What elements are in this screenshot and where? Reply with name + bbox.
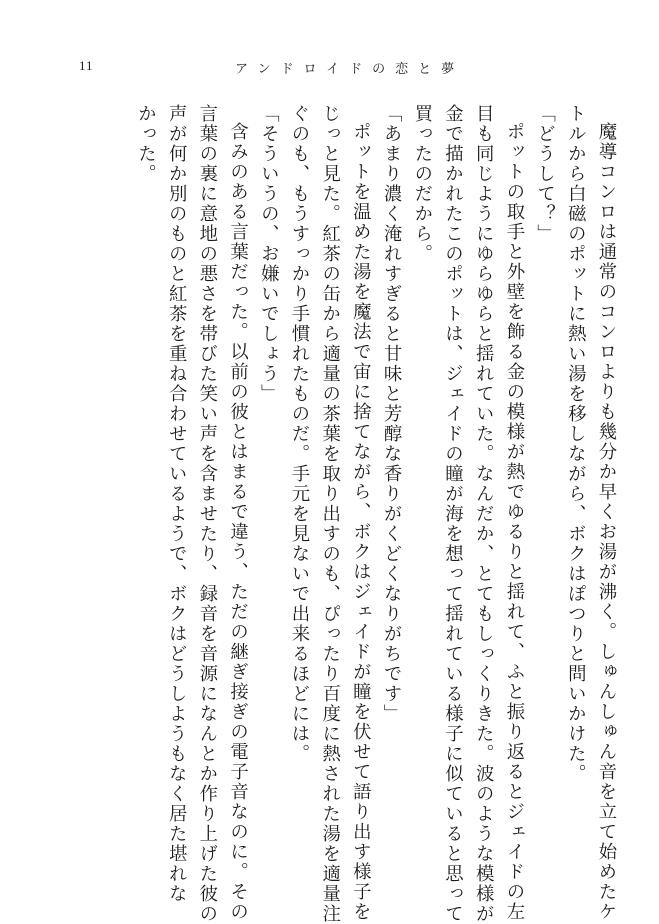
text-line: 「そういうの、お嫌いでしょう」 [258,104,280,404]
text-line: ポットの取手と外壁を飾る金の模様が熱でゆるりと揺れて、ふと振り返るとジェイドの左 [503,122,525,923]
text-line: 「どうして？」 [534,104,556,244]
text-line: トルから白磁のポットに熱い湯を移しながら、ボクはぽつりと問いかけた。 [565,104,587,784]
text-line: 言葉の裏に意地の悪さを帯びた笑い声を含ませたり、録音を音源になんとか作り上げた彼の [196,104,218,924]
text-line: 買ったのだから。 [411,104,433,264]
text-line: かった。 [135,104,157,184]
body-text [46,104,621,924]
text-line: 含みのある言葉だった。以前の彼とはまるで違う、ただの継ぎ接ぎの電子音なのに。その [227,122,249,923]
text-line: 金で描かれたこのポットは、ジェイドの瞳が海を想って揺れている様子に似ていると思って [442,104,464,924]
text-line: じっと見た。紅茶の缶から適量の茶葉を取り出すのも、ぴったり百度に熱された湯を適量注 [319,104,341,924]
text-line: 声が何か別のものと紅茶を重ね合わせているようで、ボクはどうしようもなく居た堪れな [166,104,188,904]
page-number: 11 [79,58,94,73]
text-line: 「あまり濃く淹れすぎると甘味と芳醇な香りがくどくなりがちです」 [381,104,403,724]
text-line: ポットを温めた湯を魔法で宙に捨てながら、ボクはジェイドが瞳を伏せて語り出す様子を [350,122,372,923]
running-title: アンドロイドの恋と夢 [235,62,465,77]
text-line: 目も同じようにゆらゆらと揺れていた。なんだか、とてもしっくりきた。波のような模様が [473,104,495,924]
text-line: 魔導コンロは通常のコンロよりも幾分か早くお湯が沸く。しゅんしゅん音を立て始めたケ [596,122,617,923]
text-line: ぐのも、もうすっかり手慣れたものだ。手元を見ないで出来るほどには。 [288,104,310,764]
